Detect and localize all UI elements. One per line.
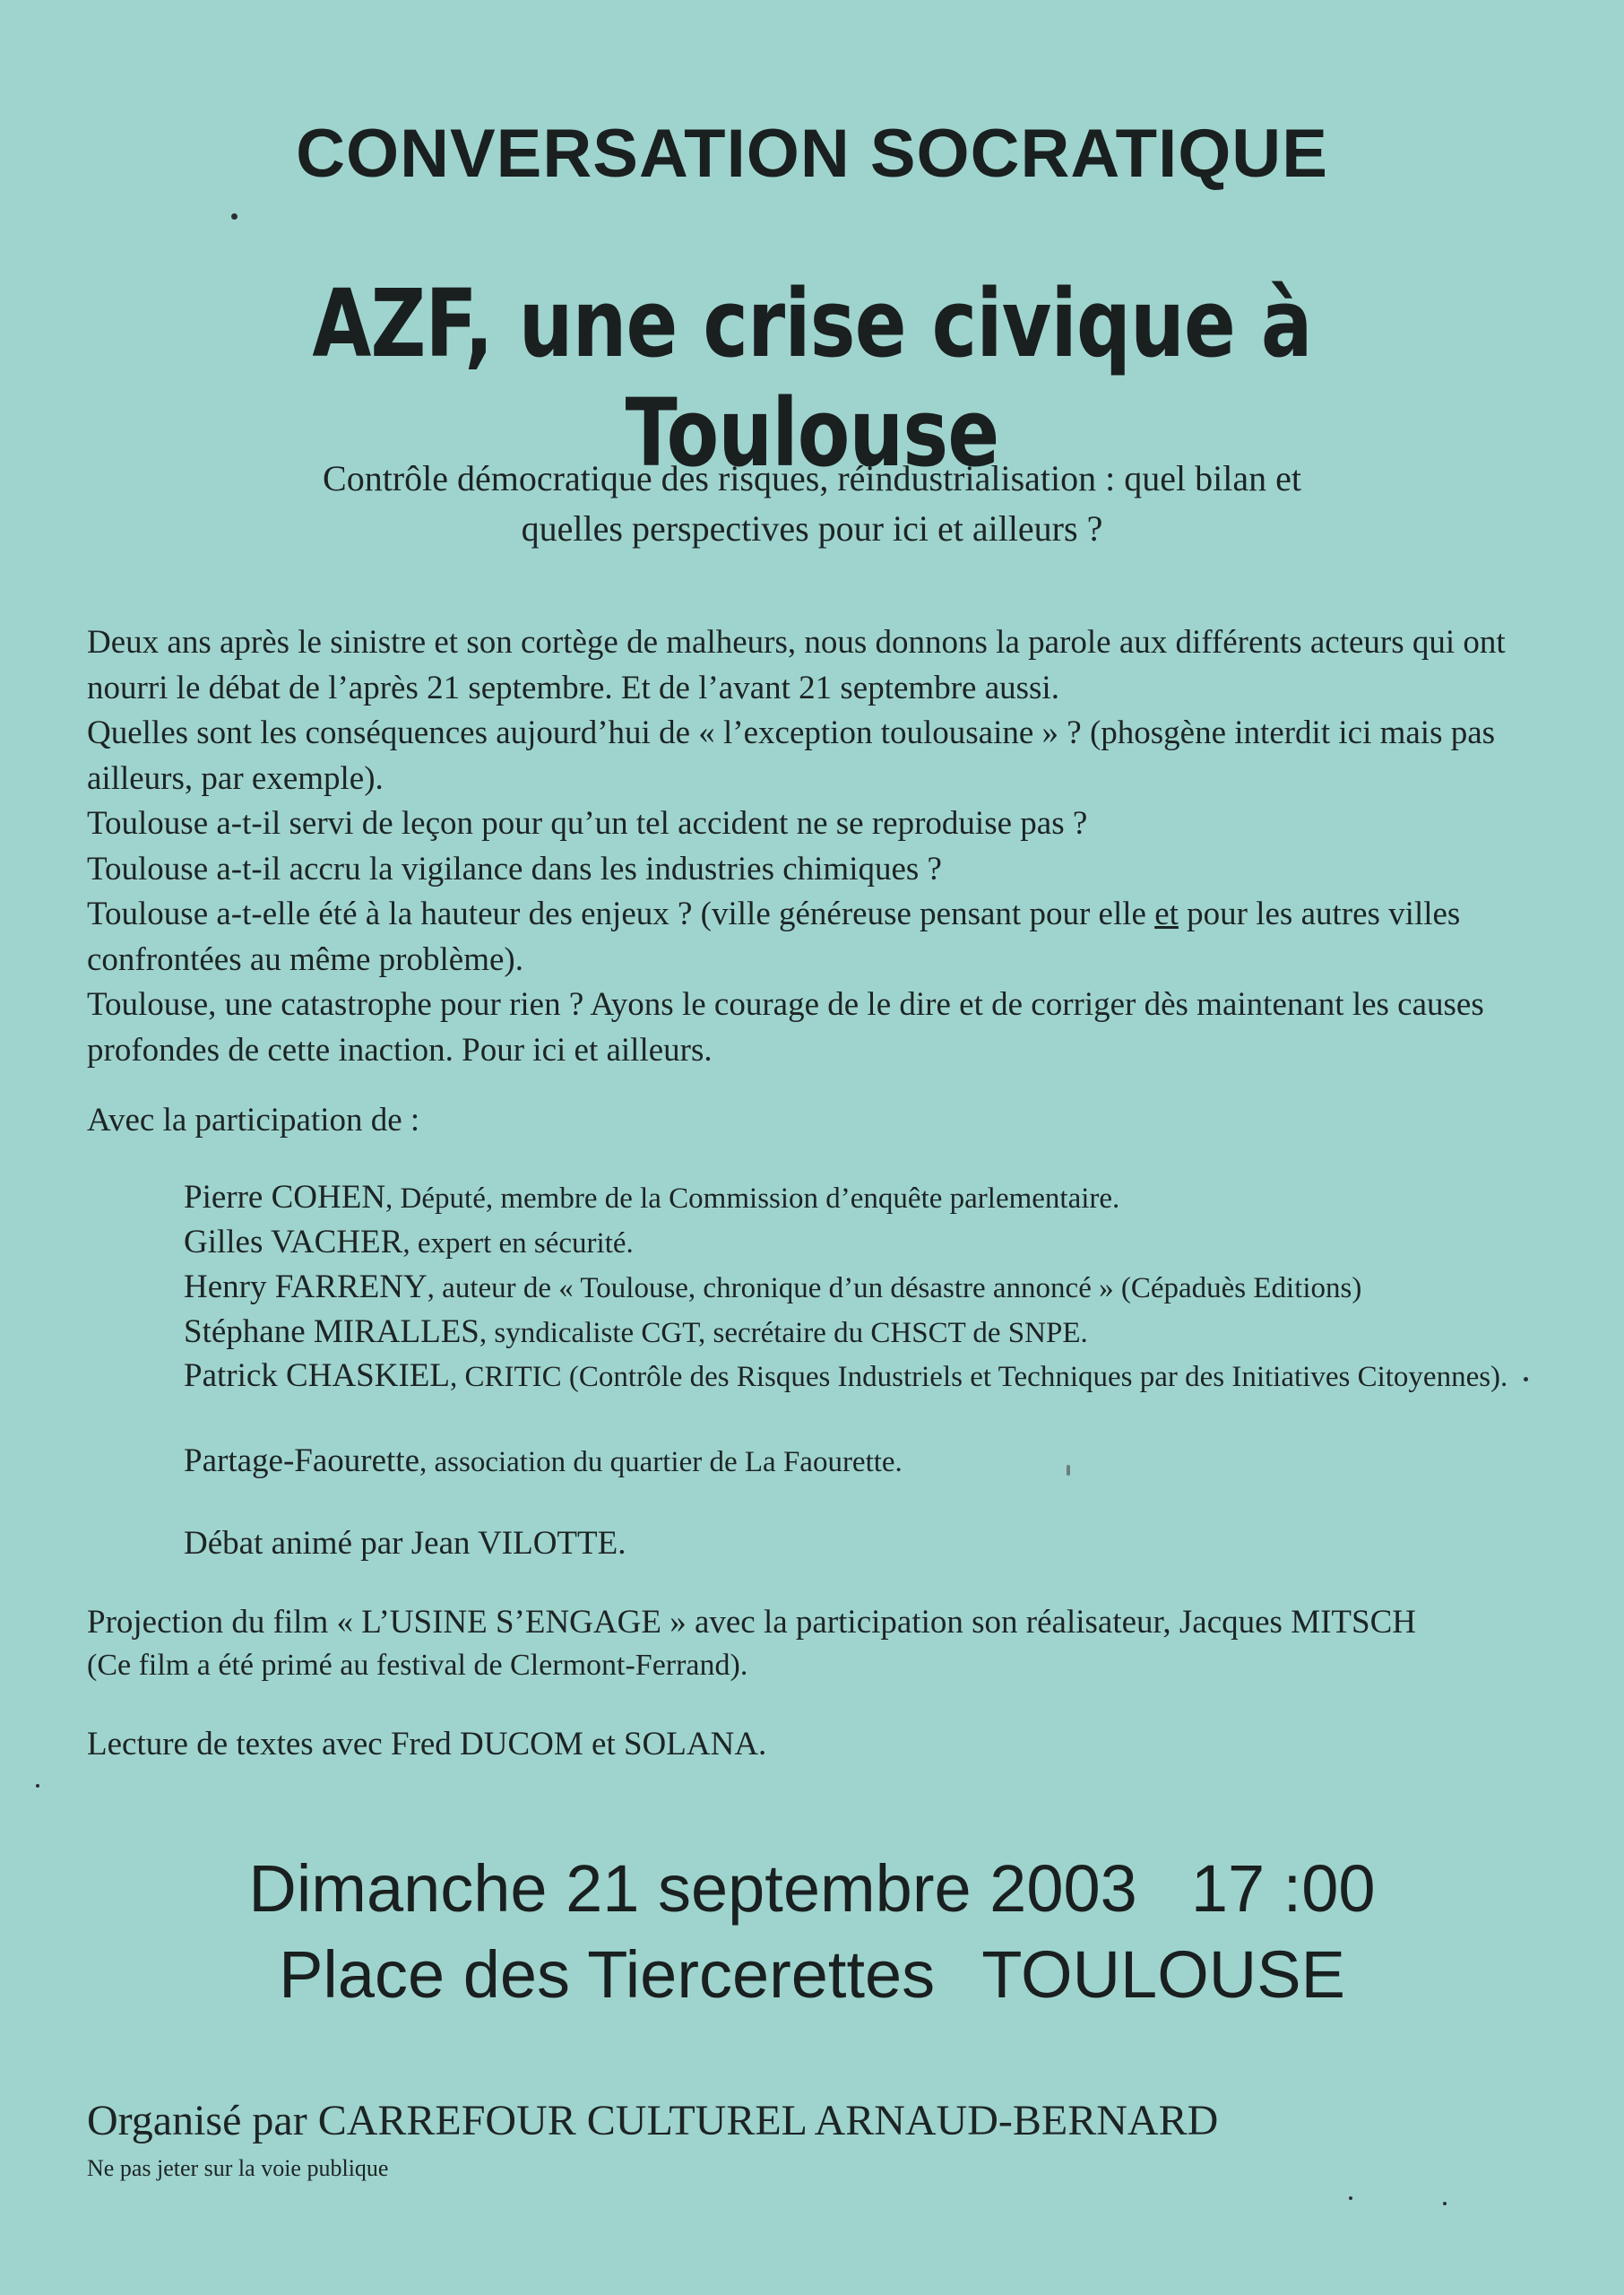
speck <box>1349 2196 1352 2200</box>
organizer: Organisé par CARREFOUR CULTUREL ARNAUD-BERNARD <box>87 2097 1219 2144</box>
intro-text <box>87 620 1557 1073</box>
reading-text: Lecture de textes avec Fred DUCOM et SOLANA. <box>87 1726 767 1762</box>
subtitle-line-2: quelles perspectives pour ici et ailleurs ? <box>521 508 1103 549</box>
intro-paragraph-1: Deux ans après le sinistre et son cortège de malheurs, nous donnons la parole aux différents acteurs qui ont nourri le débat de l’après 21 septembre. Et de l’avant 21 septembre aussi. <box>87 624 1506 706</box>
intro-paragraph-6: Toulouse, une catastrophe pour rien ? Ayons le courage de le dire et de corriger dès maintenant les causes profondes de cette inaction. Pour ici et ailleurs. <box>87 986 1484 1069</box>
moderator: Débat animé par Jean VILOTTE. <box>184 1525 626 1562</box>
speck <box>1443 2202 1447 2205</box>
header-title: CONVERSATION SOCRATIQUE <box>296 116 1328 192</box>
speck <box>1524 1377 1528 1381</box>
event-place: Place des Tiercerettes <box>279 1937 936 2012</box>
participant-name: Stéphane MIRALLES <box>184 1313 479 1350</box>
participant <box>184 1221 1564 1265</box>
event-time: 17 :00 <box>1190 1851 1376 1926</box>
intro-paragraph-5 <box>87 892 1557 983</box>
participant <box>184 1176 1564 1220</box>
participant <box>184 1266 1546 1310</box>
subtitle-line-1: Contrôle démocratique des risques, réindustrialisation : quel bilan et <box>323 458 1301 498</box>
participant-role: , Député, membre de la Commission d’enquête parlementaire. <box>385 1182 1120 1215</box>
intro-paragraph-5-end: pour les autres villes confrontées au même problème). <box>87 896 1461 978</box>
participant-role: , auteur de « Toulouse, chronique d’un désastre annoncé » (Cépaduès Editions) <box>427 1272 1362 1304</box>
intro-paragraph-4: Toulouse a-t-il accru la vigilance dans les industries chimiques ? <box>87 850 942 888</box>
participant-name: Patrick CHASKIEL <box>184 1357 450 1394</box>
film-projection <box>87 1601 1575 1687</box>
participant-name: Henry FARRENY <box>184 1269 428 1305</box>
speck <box>36 1784 39 1788</box>
event-place-line <box>0 1936 1624 2013</box>
participant-role: , expert en sécurité. <box>402 1227 634 1260</box>
participant <box>184 1311 1564 1355</box>
speck <box>231 213 238 220</box>
event-date: Dimanche 21 septembre 2003 <box>248 1851 1137 1926</box>
participant-name: Pierre COHEN <box>184 1179 386 1216</box>
participant-name: Partage-Faourette <box>184 1442 419 1479</box>
event-date-line <box>0 1850 1624 1927</box>
intro-underlined-word: et <box>1154 896 1179 932</box>
participant-role: , association du quartier de La Faourette. <box>419 1446 903 1478</box>
participation-title: Avec la participation de : <box>87 1102 420 1139</box>
event-city: TOULOUSE <box>981 1937 1345 2012</box>
participant-role: , CRITIC (Contrôle des Risques Industriels et Techniques par des Initiatives Citoyennes). <box>450 1361 1508 1393</box>
intro-paragraph-3: Toulouse a-t-il servi de leçon pour qu’un tel accident ne se reproduise pas ? <box>87 805 1088 842</box>
participant-name: Gilles VACHER <box>184 1224 403 1260</box>
speck <box>1067 1465 1070 1476</box>
intro-paragraph-2: Quelles sont les conséquences aujourd’hui de « l’exception toulousaine » ? (phosgène interdit ici mais pas ailleurs, par exemple). <box>87 714 1496 797</box>
subtitle <box>0 454 1624 554</box>
disclaimer: Ne pas jeter sur la voie publique <box>87 2155 389 2181</box>
headline: AZF, une crise civique à Toulouse <box>312 269 1312 488</box>
projection-line-1: Projection du film « L’USINE S’ENGAGE » avec la participation son réalisateur, Jacques MITSCH <box>87 1604 1416 1641</box>
participant <box>87 1355 1557 1398</box>
participant-role: , syndicaliste CGT, secrétaire du CHSCT de SNPE. <box>479 1317 1088 1349</box>
projection-line-2: (Ce film a été primé au festival de Clermont-Ferrand). <box>87 1649 748 1682</box>
intro-paragraph-5-start: Toulouse a-t-elle été à la hauteur des enjeux ? (ville généreuse pensant pour elle <box>87 896 1155 932</box>
participant <box>184 1440 1564 1484</box>
